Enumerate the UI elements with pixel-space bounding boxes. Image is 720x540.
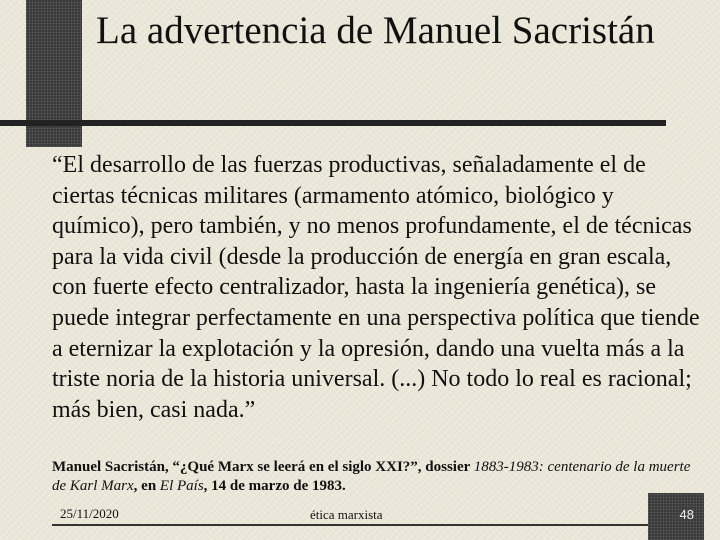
citation-italic-2: El País [159,478,204,494]
citation-part-2: , en [133,478,160,494]
citation-part-3: , 14 de marzo de 1983. [203,478,346,494]
page-number-box [648,493,704,540]
citation-part-1: Manuel Sacristán, “¿Qué Marx se leerá en el siglo XXI?”, dossier [52,459,474,475]
page-number: 48 [679,507,694,522]
citation [52,458,702,496]
footer-divider [52,524,652,526]
title-divider [0,120,666,126]
quote-text: “El desarrollo de las fuerzas productivas, señaladamente el de ciertas técnicas militares (armamento atómico, biológico y químico), pero también, y no menos profundamente, el de técnicas para la vida civil (desde la producción de energía en gran escala, con fuerte efecto centralizador, hasta la ingeniería genética), se puede integrar perfectamente en una perspectiva política que tiende a eternizar la explotación y la opresión, dando una vuelta más a la triste noria de la historia universal. (...) No todo lo real es racional; más bien, casi nada.” [52,152,700,423]
citation-italic-1: 1883-1983: centenario de la muerte de Karl Marx [52,459,691,494]
footer-date: 25/11/2020 [60,506,119,521]
footer-title: ética marxista [310,507,383,522]
slide-title: La advertencia de Manuel Sacristán [96,9,655,52]
